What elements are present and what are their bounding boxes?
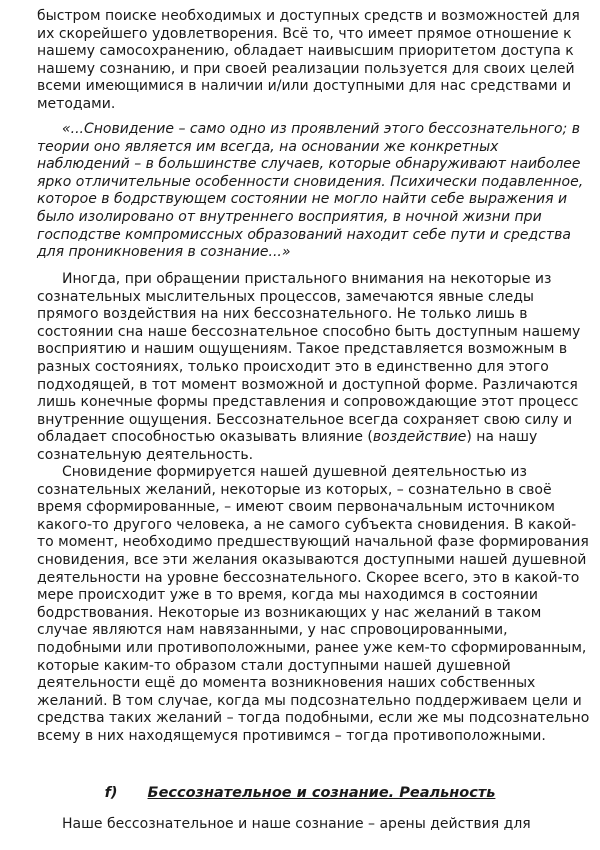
paragraph-4 <box>37 464 593 746</box>
paragraph-5 <box>37 816 593 834</box>
paragraph-3 <box>37 271 593 465</box>
text-line: быстром поиске необходимых и доступных средств и возможностей для <box>37 8 580 24</box>
section-marker: f) <box>104 785 118 801</box>
text-line: подобными или противоположными, ранее уже кем-то сформированным, <box>37 639 587 656</box>
text-line: сновидения, все эти желания оказываются доступными нашей душевной <box>37 551 587 568</box>
text-line: средства таких желаний – тогда подобными, если же мы подсознательно <box>37 710 590 727</box>
text-line: которое в бодрствующем состоянии не могло найти себе выражения и <box>37 191 568 208</box>
text-line: Сновидение формируется нашей душевной деятельностью из <box>62 464 527 480</box>
section-heading <box>0 785 600 801</box>
text-line: методами. <box>37 95 116 112</box>
quote-paragraph <box>37 121 593 262</box>
text-line: случае являются нам навязанными, у нас спровоцированными, <box>37 622 508 639</box>
text-line: всему в них находящемуся противимся – тогда противоположными. <box>37 727 546 744</box>
text-line: время сформированные, – имеют своим первоначальным источником <box>37 499 555 516</box>
text-line: которые каким-то образом стали доступными нашей душевной <box>37 657 511 674</box>
text-line: нашему самосохранению, обладает наивысшим приоритетом доступа к <box>37 43 574 60</box>
text-line: деятельности на уровне бессознательного. Скорее всего, это в какой-то <box>37 569 580 586</box>
text-line: сознательных желаний, некоторые из которых, – сознательно в своё <box>37 481 552 498</box>
text-line: всеми имеющимися в наличии и/или доступными для нас средствами и <box>37 78 572 95</box>
text-line: какого-то другого человека, а не самого субъекта сновидения. В какой- <box>37 516 577 533</box>
section-title: Бессознательное и сознание. Реальность <box>147 785 496 801</box>
text-line: подходящей, в тот момент возможной и доступной форме. Различаются <box>37 376 578 393</box>
text-line: для проникновения в сознание...» <box>37 244 291 261</box>
text-line: восприятию и нашим ощущениям. Такое представляется возможным в <box>37 341 568 358</box>
text-line <box>37 429 593 447</box>
text-line: состоянии сна наше бессознательное способно быть доступным нашему <box>37 323 581 340</box>
text-line: теории оно является им всегда, на основании же конкретных <box>37 138 499 155</box>
emphasis-text: воздействие <box>372 429 467 446</box>
text-line: Наше бессознательное и наше сознание – арены действия для <box>62 816 531 832</box>
text-line: прямого воздействия на них бессознательного. Не только лишь в <box>37 306 528 323</box>
text-segment: обладает способностью оказывать влияние ( <box>37 429 373 446</box>
text-line: внутренние ощущения. Бессознательное всегда сохраняет свою силу и <box>37 411 573 428</box>
text-line: нашему сознанию, и при своей реализации пользуется для своих целей <box>37 60 575 77</box>
text-line: сознательную деятельность. <box>37 446 254 463</box>
text-line: разных состояниях, только происходит это в единственно для этого <box>37 358 549 375</box>
text-line: лишь конечные формы представления и сопровождающие этот процесс <box>37 394 579 411</box>
text-line: было изолировано от внутреннего восприятия, в ночной жизни при <box>37 208 542 225</box>
text-segment: ) на нашу <box>466 429 538 446</box>
text-line: деятельности ещё до момента возникновения наших собственных <box>37 675 536 692</box>
text-line: то момент, необходимо предшествующий начальной фазе формирования <box>37 534 589 551</box>
text-line: бодрствования. Некоторые из возникающих у нас желаний в таком <box>37 604 542 621</box>
text-line: наблюдений – в большинстве случаев, которые обнаруживают наиболее <box>37 156 581 173</box>
text-line: господстве компромиссных образований находит себе пути и средства <box>37 226 571 243</box>
text-line: «...Сновидение – само одно из проявлений этого бессознательного; в <box>62 121 580 137</box>
text-line: мере происходит уже в то время, когда мы находимся в состоянии <box>37 587 539 604</box>
text-line: сознательных мыслительных процессов, замечаются явные следы <box>37 288 534 305</box>
paragraph-1 <box>37 8 593 114</box>
text-line: желаний. В том случае, когда мы подсознательно поддерживаем цели и <box>37 692 582 709</box>
text-line: ярко отличительные особенности сновидения. Психически подавленное, <box>37 173 584 190</box>
text-line: их скорейшего удовлетворения. Всё то, что имеет прямое отношение к <box>37 25 572 42</box>
text-line: Иногда, при обращении пристального внимания на некоторые из <box>62 271 552 287</box>
